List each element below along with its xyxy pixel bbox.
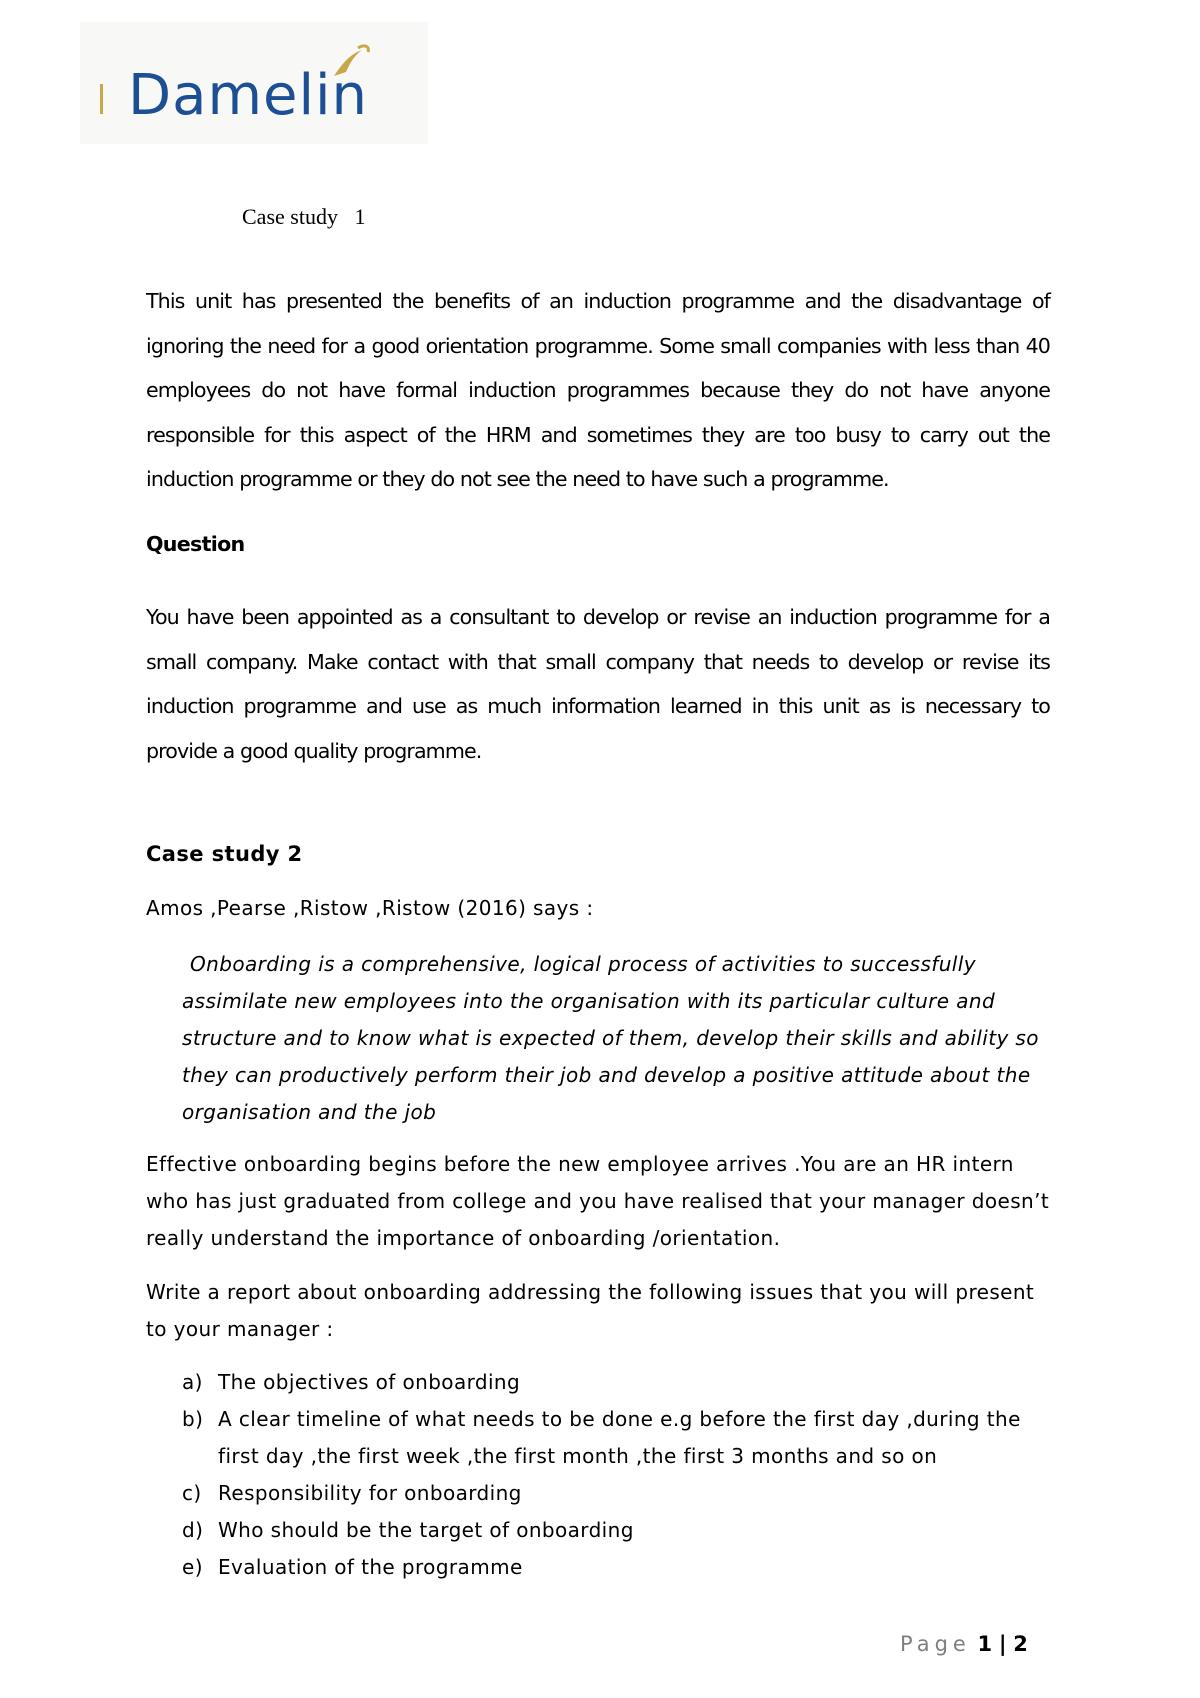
question-text: You have been appointed as a consultant to develop or revise an induction programme for a small company. Make contact with that small company that needs to develop or revise its induction programme and use as much information learned in this unit as is necessary to provide a good quality programme. [146,605,1050,763]
logo-wordmark: Damelin [128,63,369,128]
onboarding-quote [182,946,1062,1131]
page-total: 2 [1013,1632,1028,1656]
list-item-text: Evaluation of the programme [218,1555,523,1579]
logo-divider [100,84,103,114]
list-item [182,1364,1062,1401]
list-marker: e) [182,1555,203,1579]
list-marker: b) [182,1407,204,1431]
case-study-2-paragraph-1: Effective onboarding begins before the new employee arrives .You are an HR intern who has just graduated from college and you have realised that your manager doesn’t really understand the importance of onboarding /orientation. [146,1152,1050,1250]
page-separator: | [998,1632,1007,1656]
question-heading: Question [146,532,245,556]
list-marker: d) [182,1518,204,1542]
quote-text: Onboarding is a comprehensive, logical process of activities to successfully assimilate new employees into the organisation with its particular culture and structure and to know what is expected of them, develop their skills and ability so they can productively perform their job and develop a positive attitude about the organisation and the job [182,952,1039,1124]
list-marker: c) [182,1481,202,1505]
damelin-logo [80,22,428,144]
list-item-text: A clear timeline of what needs to be done e.g before the first day ,during the first day ,the first week ,the first month ,the first 3 months and so on [218,1407,1021,1468]
page-number: 1 [977,1632,993,1656]
case-study-2-paragraph-2: Write a report about onboarding addressing the following issues that you will present to your manager : [146,1280,1035,1341]
issues-list [182,1364,1062,1586]
case-study-2-heading: Case study 2 [146,842,303,866]
case-study-1-heading: Case study 1 [242,204,366,229]
list-marker: a) [182,1370,203,1394]
list-item-text: The objectives of onboarding [218,1370,521,1394]
list-item [182,1475,1062,1512]
page-footer [900,1632,1028,1656]
list-item-text: Responsibility for onboarding [218,1481,522,1505]
list-item [182,1401,1062,1475]
case-study-2-citation: Amos ,Pearse ,Ristow ,Ristow (2016) says : [146,896,594,920]
list-item-text: Who should be the target of onboarding [218,1518,634,1542]
case-study-1-paragraph: This unit has presented the benefits of an induction programme and the disadvantage of ignoring the need for a good orientation programme. Some small companies with less than 40 employees do not have formal induction programmes because they do not have anyone responsible for this aspect of the HRM and sometimes they are too busy to carry out the induction programme or they do not see the need to have such a programme. [146,289,1050,491]
list-item [182,1512,1062,1549]
list-item [182,1549,1062,1586]
page-label: Page [900,1632,971,1656]
